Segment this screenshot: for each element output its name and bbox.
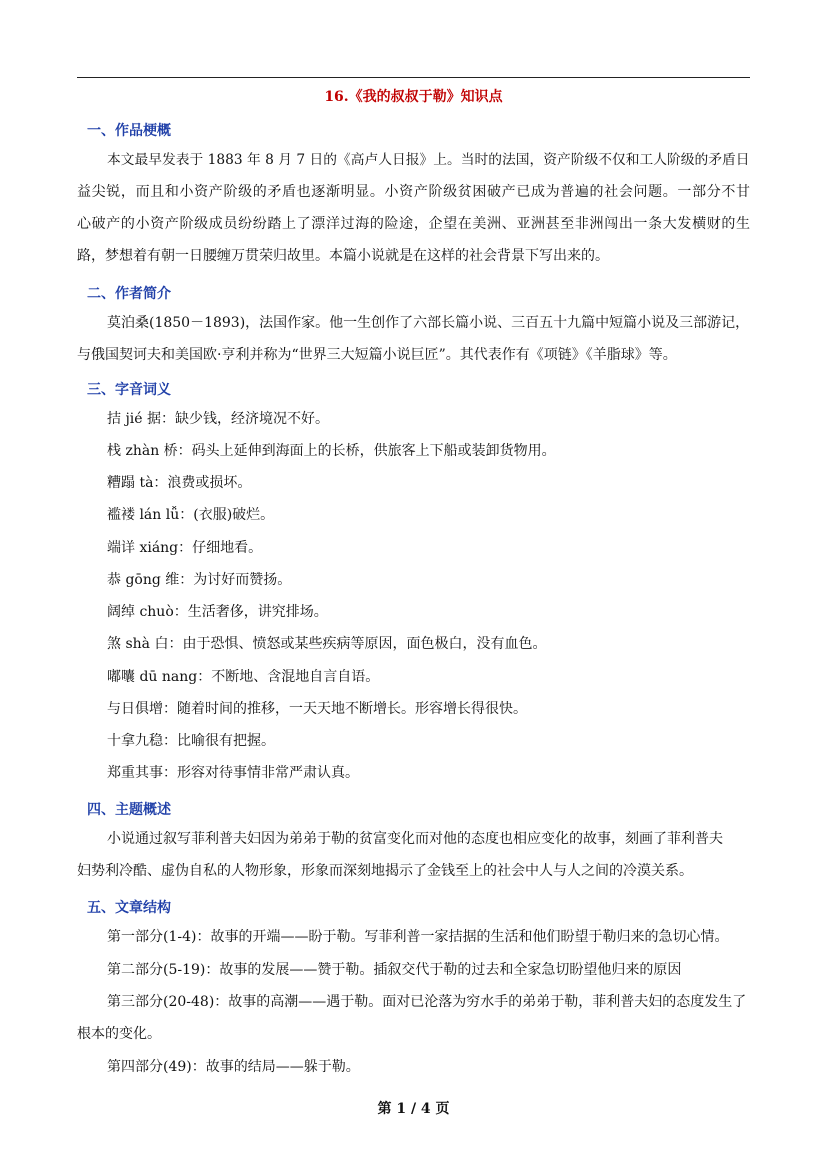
paragraph-line: 莫泊桑(1850－1893)，法国作家。他一生创作了六部长篇小说、三百五十九篇中短篇小说及三部游记，	[107, 315, 750, 331]
structure-item: 根本的变化。	[77, 1026, 161, 1042]
page-title: 16.《我的叔叔于勒》知识点	[324, 89, 503, 105]
header-rule	[77, 77, 750, 78]
paragraph-line: 路，梦想着有朝一日腰缠万贯荣归故里。本篇小说就是在这样的社会背景下写出来的。	[77, 248, 609, 264]
vocab-item: 栈 zhàn 桥：码头上延伸到海面上的长桥，供旅客上下船或装卸货物用。	[107, 443, 556, 459]
paragraph-line: 益尖锐，而且和小资产阶级的矛盾也逐渐明显。小资产阶级贫困破产已成为普遍的社会问题。一部分不甘	[77, 184, 750, 200]
vocab-item: 糟蹋 tà：浪费或损坏。	[107, 475, 252, 491]
vocab-item: 阔绰 chuò：生活奢侈，讲究排场。	[107, 604, 328, 620]
structure-item: 第四部分(49)：故事的结局——躲于勒。	[107, 1059, 360, 1075]
vocab-item: 嘟囔 dū nang：不断地、含混地自言自语。	[107, 669, 380, 685]
paragraph-line: 妇势利冷酷、虚伪自私的人物形象，形象而深刻地揭示了金钱至上的社会中人与人之间的冷漠关系。	[77, 863, 693, 879]
section-heading-2: 二、作者简介	[87, 286, 171, 302]
vocab-item: 褴褛 lán lǚ：(衣服)破烂。	[107, 507, 275, 523]
vocab-item: 端详 xiáng：仔细地看。	[107, 540, 263, 556]
section-heading-1: 一、作品梗概	[87, 123, 171, 139]
structure-item: 第二部分(5-19)：故事的发展——赞于勒。插叙交代于勒的过去和全家急切盼望他归来的原因	[107, 962, 682, 978]
vocab-item: 煞 shà 白：由于恐惧、愤怒或某些疾病等原因，面色极白，没有血色。	[107, 636, 547, 652]
page-number: 第 1 / 4 页	[377, 1101, 450, 1117]
structure-item: 第一部分(1-4)：故事的开端——盼于勒。写菲利普一家拮据的生活和他们盼望于勒归来的急切心情。	[107, 929, 729, 945]
vocab-item: 与日俱增：随着时间的推移，一天天地不断增长。形容增长得很快。	[107, 701, 527, 717]
paragraph-line: 心破产的小资产阶级成员纷纷踏上了漂洋过海的险途，企望在美洲、亚洲甚至非洲闯出一条大发横财的生	[77, 216, 750, 232]
vocab-item: 十拿九稳：比喻很有把握。	[107, 733, 275, 749]
section-heading-4: 四、主题概述	[87, 802, 171, 818]
section-heading-3: 三、字音词义	[87, 382, 171, 398]
vocab-item: 恭 gōng 维：为讨好而赞扬。	[107, 572, 292, 588]
paragraph-line: 与俄国契诃夫和美国欧·亨利并称为“世界三大短篇小说巨匠”。其代表作有《项链》《羊脂球》等。	[77, 347, 677, 363]
vocab-item: 郑重其事：形容对待事情非常严肃认真。	[107, 765, 359, 781]
paragraph-line: 小说通过叙写菲利普夫妇因为弟弟于勒的贫富变化而对他的态度也相应变化的故事，刻画了菲利普夫	[107, 831, 723, 847]
structure-item: 第三部分(20-48)：故事的高潮——遇于勒。面对已沦落为穷水手的弟弟于勒，菲利普夫妇的态度发生了	[107, 994, 747, 1010]
vocab-item: 拮 jié 据：缺少钱，经济境况不好。	[107, 411, 330, 427]
paragraph-line: 本文最早发表于 1883 年 8 月 7 日的《高卢人日报》上。当时的法国，资产阶级不仅和工人阶级的矛盾日	[107, 152, 750, 168]
section-heading-5: 五、文章结构	[87, 900, 171, 916]
